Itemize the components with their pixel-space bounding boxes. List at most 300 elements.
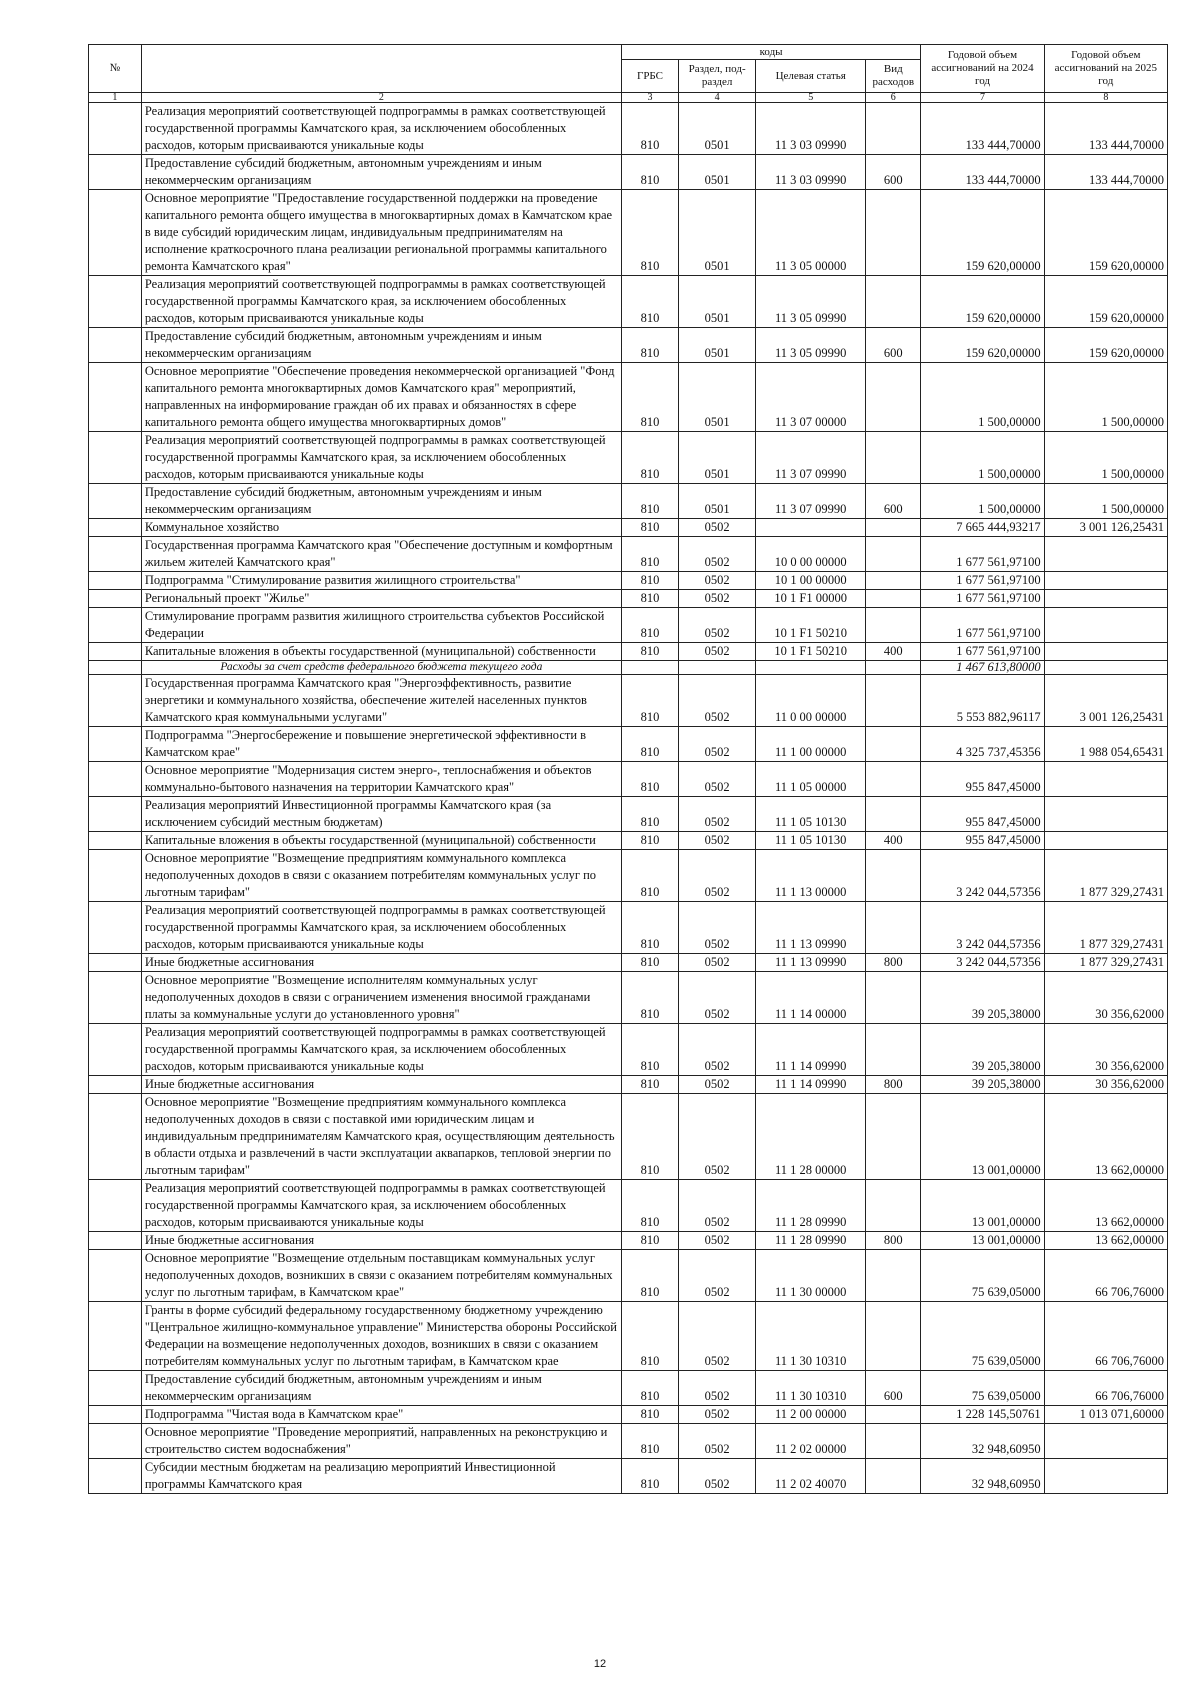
row-number	[89, 1302, 142, 1371]
expense-type-cell: 600	[866, 155, 921, 190]
target-article-cell: 11 1 14 00000	[756, 972, 866, 1024]
table-row	[89, 432, 1168, 484]
grbs-cell: 810	[621, 762, 678, 797]
row-name: Иные бюджетные ассигнования	[141, 1076, 621, 1094]
grbs-cell: 810	[621, 363, 678, 432]
expense-type-cell: 600	[866, 1371, 921, 1406]
row-name: Основное мероприятие "Предоставление государственной поддержки на проведение капитального ремонта общего имущества в многоквартирных домах в Камчатском крае в виде субсидий юридическим лицам, индивидуальным предпринимателям на исполнение краткосрочного плана реализации региональной программы капитального ремонта Камчатского края"	[141, 190, 621, 276]
row-name: Региональный проект "Жилье"	[141, 590, 621, 608]
grbs-cell: 810	[621, 1232, 678, 1250]
row-name: Капитальные вложения в объекты государственной (муниципальной) собственности	[141, 832, 621, 850]
row-name: Реализация мероприятий Инвестиционной программы Камчатского края (за исключением субсидий местным бюджетам)	[141, 797, 621, 832]
grbs-cell: 810	[621, 572, 678, 590]
expense-type-cell	[866, 1302, 921, 1371]
expense-type-cell	[866, 608, 921, 643]
amount-2024-cell: 159 620,00000	[921, 276, 1044, 328]
razdel-cell: 0501	[679, 328, 756, 363]
col-header-2025: Годовой объем ассигнований на 2025 год	[1044, 45, 1167, 93]
expense-type-cell: 400	[866, 832, 921, 850]
table-row	[89, 1024, 1168, 1076]
row-name: Субсидии местным бюджетам на реализацию мероприятий Инвестиционной программы Камчатского края	[141, 1459, 621, 1494]
razdel-cell: 0501	[679, 190, 756, 276]
table-row	[89, 190, 1168, 276]
grbs-cell: 810	[621, 643, 678, 661]
expense-type-cell	[866, 1250, 921, 1302]
col-header-grbs: ГРБС	[621, 60, 678, 93]
row-name: Предоставление субсидий бюджетным, автономным учреждениям и иным некоммерческим организациям	[141, 328, 621, 363]
amount-2025-cell	[1044, 590, 1167, 608]
grbs-cell: 810	[621, 1076, 678, 1094]
amount-2025-cell: 133 444,70000	[1044, 103, 1167, 155]
target-article-cell: 11 3 07 09990	[756, 432, 866, 484]
amount-2025-cell: 3 001 126,25431	[1044, 675, 1167, 727]
amount-2025-cell: 30 356,62000	[1044, 1076, 1167, 1094]
grbs-cell: 810	[621, 954, 678, 972]
razdel-cell: 0502	[679, 762, 756, 797]
expense-type-cell	[866, 661, 921, 675]
target-article-cell: 11 1 14 09990	[756, 1076, 866, 1094]
grbs-cell: 810	[621, 519, 678, 537]
expense-type-cell	[866, 972, 921, 1024]
razdel-cell: 0501	[679, 276, 756, 328]
amount-2025-cell	[1044, 572, 1167, 590]
target-article-cell: 11 3 05 09990	[756, 276, 866, 328]
row-number	[89, 484, 142, 519]
target-article-cell: 10 1 F1 50210	[756, 608, 866, 643]
grbs-cell: 810	[621, 155, 678, 190]
column-number: 2	[141, 93, 621, 103]
amount-2024-cell: 1 467 613,80000	[921, 661, 1044, 675]
amount-2024-cell: 3 242 044,57356	[921, 902, 1044, 954]
row-number	[89, 432, 142, 484]
row-number	[89, 1250, 142, 1302]
column-number: 7	[921, 93, 1044, 103]
razdel-cell: 0502	[679, 832, 756, 850]
table-row	[89, 797, 1168, 832]
target-article-cell: 11 1 13 09990	[756, 902, 866, 954]
razdel-cell: 0502	[679, 519, 756, 537]
amount-2025-cell: 13 662,00000	[1044, 1094, 1167, 1180]
target-article-cell: 11 1 14 09990	[756, 1024, 866, 1076]
expense-type-cell	[866, 762, 921, 797]
target-article-cell: 11 1 28 09990	[756, 1232, 866, 1250]
expense-type-cell	[866, 432, 921, 484]
row-name: Подпрограмма "Чистая вода в Камчатском крае"	[141, 1406, 621, 1424]
grbs-cell: 810	[621, 902, 678, 954]
row-number	[89, 155, 142, 190]
razdel-cell: 0501	[679, 432, 756, 484]
expense-type-cell	[866, 590, 921, 608]
budget-table-sheet	[88, 44, 1168, 1494]
row-number	[89, 276, 142, 328]
razdel-cell: 0502	[679, 643, 756, 661]
table-row	[89, 954, 1168, 972]
target-article-cell: 11 0 00 00000	[756, 675, 866, 727]
amount-2024-cell: 3 242 044,57356	[921, 954, 1044, 972]
table-row	[89, 1180, 1168, 1232]
razdel-cell: 0502	[679, 537, 756, 572]
razdel-cell: 0502	[679, 972, 756, 1024]
grbs-cell: 810	[621, 850, 678, 902]
grbs-cell: 810	[621, 432, 678, 484]
table-row	[89, 103, 1168, 155]
razdel-cell: 0502	[679, 797, 756, 832]
row-name: Иные бюджетные ассигнования	[141, 954, 621, 972]
row-number	[89, 762, 142, 797]
grbs-cell: 810	[621, 328, 678, 363]
row-name: Основное мероприятие "Возмещение предприятиям коммунального комплекса недополученных доходов в связи с оказанием потребителям коммунальных услуг по льготным тарифам"	[141, 850, 621, 902]
row-number	[89, 190, 142, 276]
amount-2025-cell: 3 001 126,25431	[1044, 519, 1167, 537]
amount-2024-cell: 13 001,00000	[921, 1232, 1044, 1250]
table-row	[89, 1232, 1168, 1250]
amount-2024-cell: 955 847,45000	[921, 832, 1044, 850]
target-article-cell: 11 1 30 00000	[756, 1250, 866, 1302]
row-number	[89, 954, 142, 972]
amount-2025-cell: 30 356,62000	[1044, 972, 1167, 1024]
row-name: Реализация мероприятий соответствующей подпрограммы в рамках соответствующей государственной программы Камчатского края, за исключением обособленных расходов, которым присваиваются уникальные коды	[141, 1024, 621, 1076]
table-row	[89, 608, 1168, 643]
target-article-cell: 11 1 05 10130	[756, 832, 866, 850]
amount-2025-cell: 159 620,00000	[1044, 328, 1167, 363]
amount-2024-cell: 1 500,00000	[921, 363, 1044, 432]
target-article-cell: 11 3 07 00000	[756, 363, 866, 432]
amount-2025-cell	[1044, 661, 1167, 675]
expense-type-cell	[866, 190, 921, 276]
amount-2025-cell: 30 356,62000	[1044, 1024, 1167, 1076]
grbs-cell: 810	[621, 1459, 678, 1494]
amount-2025-cell: 13 662,00000	[1044, 1232, 1167, 1250]
amount-2024-cell: 3 242 044,57356	[921, 850, 1044, 902]
grbs-cell: 810	[621, 484, 678, 519]
amount-2025-cell: 1 877 329,27431	[1044, 902, 1167, 954]
column-number: 5	[756, 93, 866, 103]
row-name: Основное мероприятие "Проведение мероприятий, направленных на реконструкцию и строительство систем водоснабжения"	[141, 1424, 621, 1459]
target-article-cell: 11 2 02 40070	[756, 1459, 866, 1494]
amount-2024-cell: 1 677 561,97100	[921, 572, 1044, 590]
amount-2024-cell: 133 444,70000	[921, 103, 1044, 155]
row-number	[89, 1424, 142, 1459]
table-row	[89, 850, 1168, 902]
row-number	[89, 363, 142, 432]
row-name: Основное мероприятие "Модернизация систем энерго-, теплоснабжения и объектов коммунально-бытового назначения на территории Камчатского края"	[141, 762, 621, 797]
amount-2025-cell	[1044, 797, 1167, 832]
row-number	[89, 1024, 142, 1076]
expense-type-cell: 800	[866, 1076, 921, 1094]
grbs-cell: 810	[621, 608, 678, 643]
row-number	[89, 590, 142, 608]
table-row	[89, 572, 1168, 590]
razdel-cell: 0502	[679, 1076, 756, 1094]
row-number	[89, 902, 142, 954]
col-header-expense-type: Вид расходов	[866, 60, 921, 93]
table-row	[89, 276, 1168, 328]
razdel-cell: 0502	[679, 675, 756, 727]
row-name: Иные бюджетные ассигнования	[141, 1232, 621, 1250]
row-name: Реализация мероприятий соответствующей подпрограммы в рамках соответствующей государственной программы Камчатского края, за исключением обособленных расходов, которым присваиваются уникальные коды	[141, 432, 621, 484]
row-number	[89, 832, 142, 850]
razdel-cell: 0502	[679, 1024, 756, 1076]
table-note-row	[89, 661, 1168, 675]
amount-2024-cell: 1 677 561,97100	[921, 608, 1044, 643]
amount-2025-cell: 1 988 054,65431	[1044, 727, 1167, 762]
amount-2024-cell: 133 444,70000	[921, 155, 1044, 190]
table-row	[89, 675, 1168, 727]
target-article-cell: 10 1 F1 00000	[756, 590, 866, 608]
amount-2024-cell: 39 205,38000	[921, 1076, 1044, 1094]
table-row	[89, 972, 1168, 1024]
target-article-cell: 11 3 05 09990	[756, 328, 866, 363]
razdel-cell: 0502	[679, 954, 756, 972]
row-number	[89, 675, 142, 727]
table-row	[89, 484, 1168, 519]
amount-2025-cell: 1 500,00000	[1044, 484, 1167, 519]
budget-table	[88, 44, 1168, 1494]
razdel-cell: 0502	[679, 1406, 756, 1424]
table-row	[89, 537, 1168, 572]
amount-2024-cell: 955 847,45000	[921, 762, 1044, 797]
grbs-cell: 810	[621, 1302, 678, 1371]
row-name: Государственная программа Камчатского края "Энергоэффективность, развитие энергетики и коммунального хозяйства, обеспечение жителей населенных пунктов Камчатского края коммунальными услугами"	[141, 675, 621, 727]
amount-2024-cell: 1 500,00000	[921, 432, 1044, 484]
amount-2025-cell	[1044, 832, 1167, 850]
expense-type-cell	[866, 850, 921, 902]
grbs-cell: 810	[621, 190, 678, 276]
amount-2024-cell: 955 847,45000	[921, 797, 1044, 832]
razdel-cell: 0502	[679, 1094, 756, 1180]
razdel-cell: 0502	[679, 1180, 756, 1232]
amount-2025-cell	[1044, 1424, 1167, 1459]
row-name: Предоставление субсидий бюджетным, автономным учреждениям и иным некоммерческим организациям	[141, 484, 621, 519]
target-article-cell	[756, 661, 866, 675]
row-name: Государственная программа Камчатского края "Обеспечение доступным и комфортным жильем жителей Камчатского края"	[141, 537, 621, 572]
expense-type-cell	[866, 1459, 921, 1494]
col-header-2024: Годовой объем ассигнований на 2024 год	[921, 45, 1044, 93]
row-name: Основное мероприятие "Возмещение исполнителям коммунальных услуг недополученных доходов в связи с ограничением изменения вносимой гражданами платы за коммунальные услуги до установленного уровня"	[141, 972, 621, 1024]
amount-2025-cell	[1044, 1459, 1167, 1494]
row-name: Подпрограмма "Стимулирование развития жилищного строительства"	[141, 572, 621, 590]
amount-2024-cell: 1 677 561,97100	[921, 590, 1044, 608]
amount-2024-cell: 75 639,05000	[921, 1250, 1044, 1302]
row-number	[89, 797, 142, 832]
expense-type-cell	[866, 727, 921, 762]
target-article-cell: 11 1 05 00000	[756, 762, 866, 797]
col-header-codes: коды	[621, 45, 920, 60]
table-row	[89, 155, 1168, 190]
expense-type-cell	[866, 519, 921, 537]
col-header-razdel: Раздел, под-раздел	[679, 60, 756, 93]
razdel-cell: 0502	[679, 1232, 756, 1250]
row-number	[89, 972, 142, 1024]
target-article-cell: 11 1 13 00000	[756, 850, 866, 902]
expense-type-cell	[866, 1094, 921, 1180]
expense-type-cell: 800	[866, 1232, 921, 1250]
table-row	[89, 1406, 1168, 1424]
amount-2024-cell: 32 948,60950	[921, 1459, 1044, 1494]
razdel-cell: 0502	[679, 590, 756, 608]
table-row	[89, 328, 1168, 363]
table-row	[89, 590, 1168, 608]
column-number: 4	[679, 93, 756, 103]
amount-2024-cell: 13 001,00000	[921, 1094, 1044, 1180]
row-name: Реализация мероприятий соответствующей подпрограммы в рамках соответствующей государственной программы Камчатского края, за исключением обособленных расходов, которым присваиваются уникальные коды	[141, 1180, 621, 1232]
amount-2025-cell: 1 500,00000	[1044, 432, 1167, 484]
table-row	[89, 762, 1168, 797]
row-number	[89, 1076, 142, 1094]
grbs-cell: 810	[621, 832, 678, 850]
expense-type-cell	[866, 276, 921, 328]
row-number	[89, 103, 142, 155]
table-row	[89, 1459, 1168, 1494]
amount-2025-cell: 66 706,76000	[1044, 1250, 1167, 1302]
target-article-cell: 11 1 30 10310	[756, 1302, 866, 1371]
row-name: Гранты в форме субсидий федеральному государственному бюджетному учреждению "Центральное жилищно-коммунальное управление" Министерства обороны Российской Федерации на возмещение недополученных доходов, возникших в связи с оказанием потребителям коммунальных услуг по льготным тарифам, в Камчатском крае	[141, 1302, 621, 1371]
amount-2024-cell: 75 639,05000	[921, 1371, 1044, 1406]
target-article-cell: 11 1 00 00000	[756, 727, 866, 762]
expense-type-cell	[866, 1424, 921, 1459]
grbs-cell: 810	[621, 1371, 678, 1406]
row-number	[89, 643, 142, 661]
col-header-name	[141, 45, 621, 93]
row-number	[89, 1406, 142, 1424]
col-header-target-article: Целевая статья	[756, 60, 866, 93]
row-number	[89, 850, 142, 902]
table-row	[89, 643, 1168, 661]
target-article-cell: 10 1 F1 50210	[756, 643, 866, 661]
target-article-cell: 11 3 03 09990	[756, 155, 866, 190]
amount-2025-cell: 66 706,76000	[1044, 1302, 1167, 1371]
target-article-cell: 11 1 30 10310	[756, 1371, 866, 1406]
grbs-cell: 810	[621, 675, 678, 727]
row-name: Реализация мероприятий соответствующей подпрограммы в рамках соответствующей государственной программы Камчатского края, за исключением обособленных расходов, которым присваиваются уникальные коды	[141, 902, 621, 954]
grbs-cell: 810	[621, 1024, 678, 1076]
amount-2025-cell	[1044, 608, 1167, 643]
grbs-cell: 810	[621, 276, 678, 328]
expense-type-cell	[866, 797, 921, 832]
razdel-cell: 0502	[679, 727, 756, 762]
expense-type-cell	[866, 537, 921, 572]
row-number	[89, 1371, 142, 1406]
col-header-number: №	[89, 45, 142, 93]
row-name: Коммунальное хозяйство	[141, 519, 621, 537]
column-number: 1	[89, 93, 142, 103]
row-number	[89, 519, 142, 537]
razdel-cell	[679, 661, 756, 675]
column-number: 3	[621, 93, 678, 103]
grbs-cell: 810	[621, 590, 678, 608]
row-name: Основное мероприятие "Обеспечение проведения некоммерческой организацией "Фонд капитального ремонта многоквартирных домов Камчатского края" мероприятий, направленных на информирование граждан об их правах и обязанностях в сфере капитального ремонта общего имущества многоквартирных домов"	[141, 363, 621, 432]
razdel-cell: 0501	[679, 155, 756, 190]
row-number	[89, 537, 142, 572]
target-article-cell: 10 0 00 00000	[756, 537, 866, 572]
amount-2025-cell	[1044, 762, 1167, 797]
table-row	[89, 727, 1168, 762]
target-article-cell: 11 1 13 09990	[756, 954, 866, 972]
table-row	[89, 902, 1168, 954]
amount-2025-cell	[1044, 643, 1167, 661]
column-numbers-row	[89, 93, 1168, 103]
amount-2025-cell: 1 877 329,27431	[1044, 850, 1167, 902]
table-row	[89, 1424, 1168, 1459]
row-name: Предоставление субсидий бюджетным, автономным учреждениям и иным некоммерческим организациям	[141, 155, 621, 190]
amount-2025-cell: 159 620,00000	[1044, 276, 1167, 328]
target-article-cell: 10 1 00 00000	[756, 572, 866, 590]
amount-2024-cell: 39 205,38000	[921, 972, 1044, 1024]
target-article-cell: 11 1 28 09990	[756, 1180, 866, 1232]
expense-type-cell	[866, 363, 921, 432]
grbs-cell	[621, 661, 678, 675]
row-name: Предоставление субсидий бюджетным, автономным учреждениям и иным некоммерческим организациям	[141, 1371, 621, 1406]
row-number	[89, 727, 142, 762]
razdel-cell: 0502	[679, 902, 756, 954]
amount-2024-cell: 1 677 561,97100	[921, 643, 1044, 661]
amount-2024-cell: 7 665 444,93217	[921, 519, 1044, 537]
amount-2024-cell: 159 620,00000	[921, 328, 1044, 363]
row-name: Реализация мероприятий соответствующей подпрограммы в рамках соответствующей государственной программы Камчатского края, за исключением обособленных расходов, которым присваиваются уникальные коды	[141, 103, 621, 155]
grbs-cell: 810	[621, 797, 678, 832]
amount-2025-cell: 13 662,00000	[1044, 1180, 1167, 1232]
row-name: Расходы за счет средств федерального бюджета текущего года	[141, 661, 621, 675]
row-name: Основное мероприятие "Возмещение отдельным поставщикам коммунальных услуг недополученных доходов, возникших в связи с оказанием потребителям коммунальных услуг по льготным тарифам, в Камчатском крае"	[141, 1250, 621, 1302]
razdel-cell: 0501	[679, 484, 756, 519]
amount-2025-cell: 159 620,00000	[1044, 190, 1167, 276]
table-body	[89, 103, 1168, 1494]
row-number	[89, 1094, 142, 1180]
razdel-cell: 0501	[679, 103, 756, 155]
amount-2024-cell: 1 677 561,97100	[921, 537, 1044, 572]
amount-2025-cell: 66 706,76000	[1044, 1371, 1167, 1406]
razdel-cell: 0502	[679, 850, 756, 902]
target-article-cell	[756, 519, 866, 537]
amount-2025-cell	[1044, 537, 1167, 572]
column-number: 8	[1044, 93, 1167, 103]
expense-type-cell	[866, 902, 921, 954]
target-article-cell: 11 3 07 09990	[756, 484, 866, 519]
razdel-cell: 0502	[679, 1302, 756, 1371]
table-row	[89, 1076, 1168, 1094]
row-number	[89, 1180, 142, 1232]
razdel-cell: 0502	[679, 1424, 756, 1459]
grbs-cell: 810	[621, 1250, 678, 1302]
grbs-cell: 810	[621, 537, 678, 572]
expense-type-cell	[866, 1406, 921, 1424]
grbs-cell: 810	[621, 972, 678, 1024]
amount-2024-cell: 75 639,05000	[921, 1302, 1044, 1371]
expense-type-cell: 400	[866, 643, 921, 661]
row-name: Стимулирование программ развития жилищного строительства субъектов Российской Федерации	[141, 608, 621, 643]
amount-2024-cell: 1 228 145,50761	[921, 1406, 1044, 1424]
amount-2024-cell: 1 500,00000	[921, 484, 1044, 519]
row-number	[89, 572, 142, 590]
razdel-cell: 0502	[679, 572, 756, 590]
table-row	[89, 1302, 1168, 1371]
razdel-cell: 0502	[679, 1250, 756, 1302]
amount-2025-cell: 1 013 071,60000	[1044, 1406, 1167, 1424]
expense-type-cell	[866, 675, 921, 727]
row-name: Капитальные вложения в объекты государственной (муниципальной) собственности	[141, 643, 621, 661]
table-row	[89, 832, 1168, 850]
table-row	[89, 1371, 1168, 1406]
table-row	[89, 1250, 1168, 1302]
razdel-cell: 0501	[679, 363, 756, 432]
target-article-cell: 11 3 03 09990	[756, 103, 866, 155]
expense-type-cell: 800	[866, 954, 921, 972]
amount-2024-cell: 159 620,00000	[921, 190, 1044, 276]
page-number: 12	[593, 1658, 607, 1670]
razdel-cell: 0502	[679, 1459, 756, 1494]
column-number: 6	[866, 93, 921, 103]
expense-type-cell	[866, 1024, 921, 1076]
